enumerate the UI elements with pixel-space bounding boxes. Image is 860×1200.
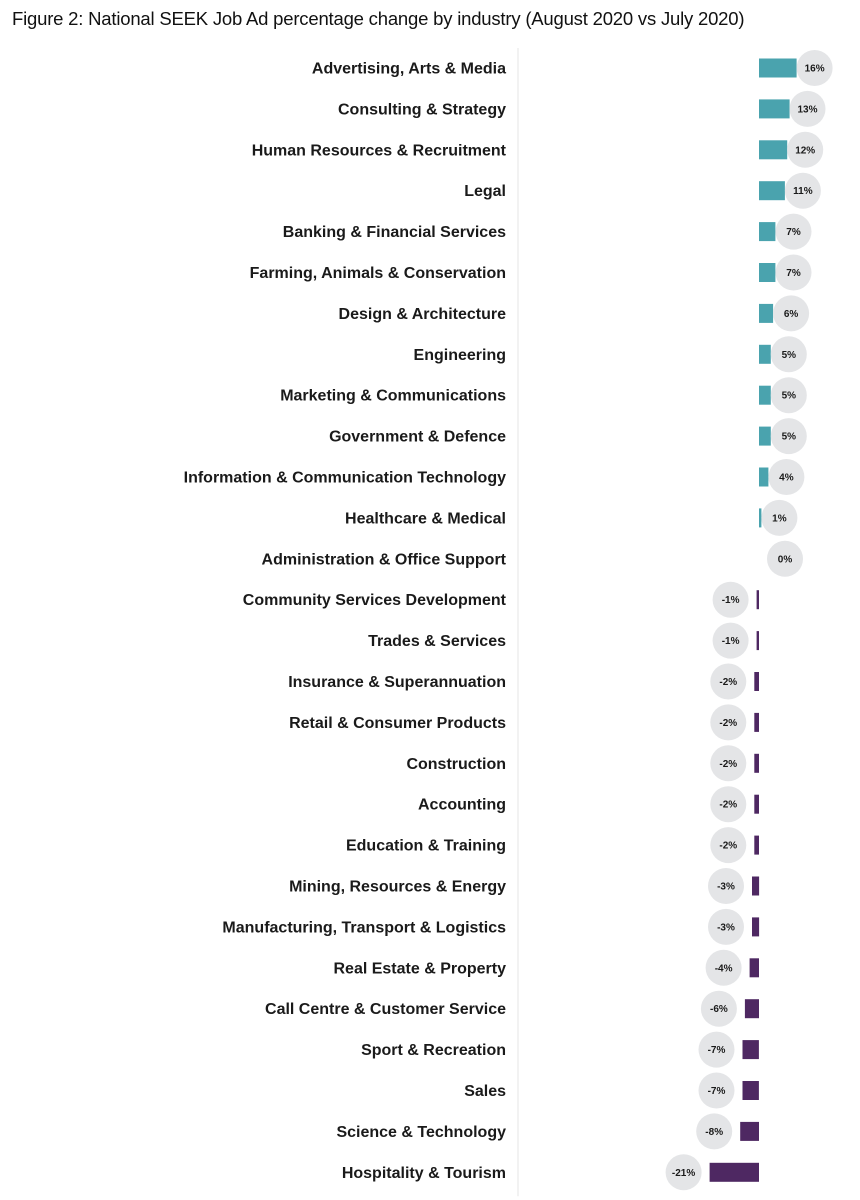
category-label: Mining, Resources & Energy <box>289 878 506 896</box>
category-label: Sales <box>464 1083 506 1100</box>
bar <box>757 590 759 609</box>
bar <box>743 1040 759 1059</box>
category-label: Real Estate & Property <box>333 960 506 978</box>
data-label: -3% <box>717 881 735 893</box>
bar <box>743 1081 759 1100</box>
category-label: Insurance & Superannuation <box>288 674 506 691</box>
category-label: Banking & Financial Services <box>282 224 506 242</box>
category-label: Information & Communication Technology <box>183 469 506 487</box>
bar <box>759 263 775 282</box>
bar <box>752 877 759 896</box>
data-label: -2% <box>719 758 738 770</box>
data-label: -8% <box>705 1126 724 1138</box>
bar <box>759 508 761 527</box>
data-label: 1% <box>772 513 787 525</box>
category-label: Consulting & Strategy <box>337 101 506 119</box>
data-label: -7% <box>707 1045 726 1057</box>
data-label: 13% <box>797 104 818 116</box>
bar <box>754 795 759 814</box>
bar <box>759 181 785 200</box>
bar <box>750 958 759 977</box>
category-label: Retail & Consumer Products <box>289 714 506 732</box>
bar <box>759 99 790 118</box>
data-label: -2% <box>719 717 738 729</box>
data-label: 7% <box>786 227 801 239</box>
data-label: 7% <box>786 268 801 279</box>
bar <box>752 917 759 936</box>
category-label: Hospitality & Tourism <box>341 1164 506 1182</box>
bar <box>754 672 759 691</box>
category-label: Engineering <box>413 346 506 364</box>
category-label: Advertising, Arts & Media <box>311 60 506 78</box>
data-label: -3% <box>717 922 735 934</box>
data-label: -2% <box>719 840 738 852</box>
bar <box>759 386 771 405</box>
data-label: 5% <box>781 431 797 443</box>
category-label: Accounting <box>418 796 506 814</box>
bar <box>740 1122 759 1141</box>
bar <box>759 59 797 78</box>
bar <box>745 999 759 1018</box>
category-label: Administration & Office Support <box>261 551 506 569</box>
data-label: -1% <box>721 595 740 607</box>
category-label: Construction <box>406 755 506 773</box>
bar <box>759 427 771 446</box>
bar <box>759 468 768 487</box>
category-label: Manufacturing, Transport & Logistics <box>222 919 506 937</box>
data-label: -7% <box>707 1086 726 1097</box>
data-label: -1% <box>721 636 740 648</box>
category-label: Science & Technology <box>336 1123 506 1141</box>
chart-title: Figure 2: National SEEK Job Ad percentage change by industry (August 2020 vs July 2020) <box>12 8 745 29</box>
bar <box>759 140 787 159</box>
data-label: -6% <box>710 1004 728 1016</box>
data-label: 11% <box>793 186 813 198</box>
data-label: -2% <box>719 799 738 811</box>
category-label: Legal <box>464 183 506 201</box>
data-label: 4% <box>779 472 794 484</box>
data-label: -2% <box>719 677 738 688</box>
category-label: Marketing & Communications <box>280 387 506 405</box>
category-label: Design & Architecture <box>338 305 506 323</box>
bar <box>759 304 773 323</box>
bar <box>759 222 775 241</box>
category-label: Government & Defence <box>329 428 506 446</box>
category-label: Farming, Animals & Conservation <box>249 265 506 282</box>
bar <box>754 754 759 773</box>
category-label: Call Centre & Customer Service <box>265 1001 506 1019</box>
category-label: Human Resources & Recruitment <box>251 142 506 160</box>
data-label: 5% <box>781 349 797 361</box>
category-label: Healthcare & Medical <box>345 510 506 528</box>
data-label: 6% <box>783 308 799 320</box>
data-label: 0% <box>777 554 793 566</box>
data-label: 16% <box>804 63 825 75</box>
category-label: Trades & Services <box>368 633 506 651</box>
category-label: Community Services Development <box>242 592 506 610</box>
data-label: -4% <box>714 963 733 975</box>
bar <box>757 631 759 650</box>
category-label: Education & Training <box>345 837 506 855</box>
data-label: 5% <box>781 390 797 402</box>
bar <box>754 836 759 855</box>
bar <box>754 713 759 732</box>
bar <box>710 1163 759 1182</box>
data-label: 12% <box>795 145 816 157</box>
bar <box>759 345 771 364</box>
category-label: Sport & Recreation <box>361 1042 506 1060</box>
data-label: -21% <box>671 1167 696 1179</box>
